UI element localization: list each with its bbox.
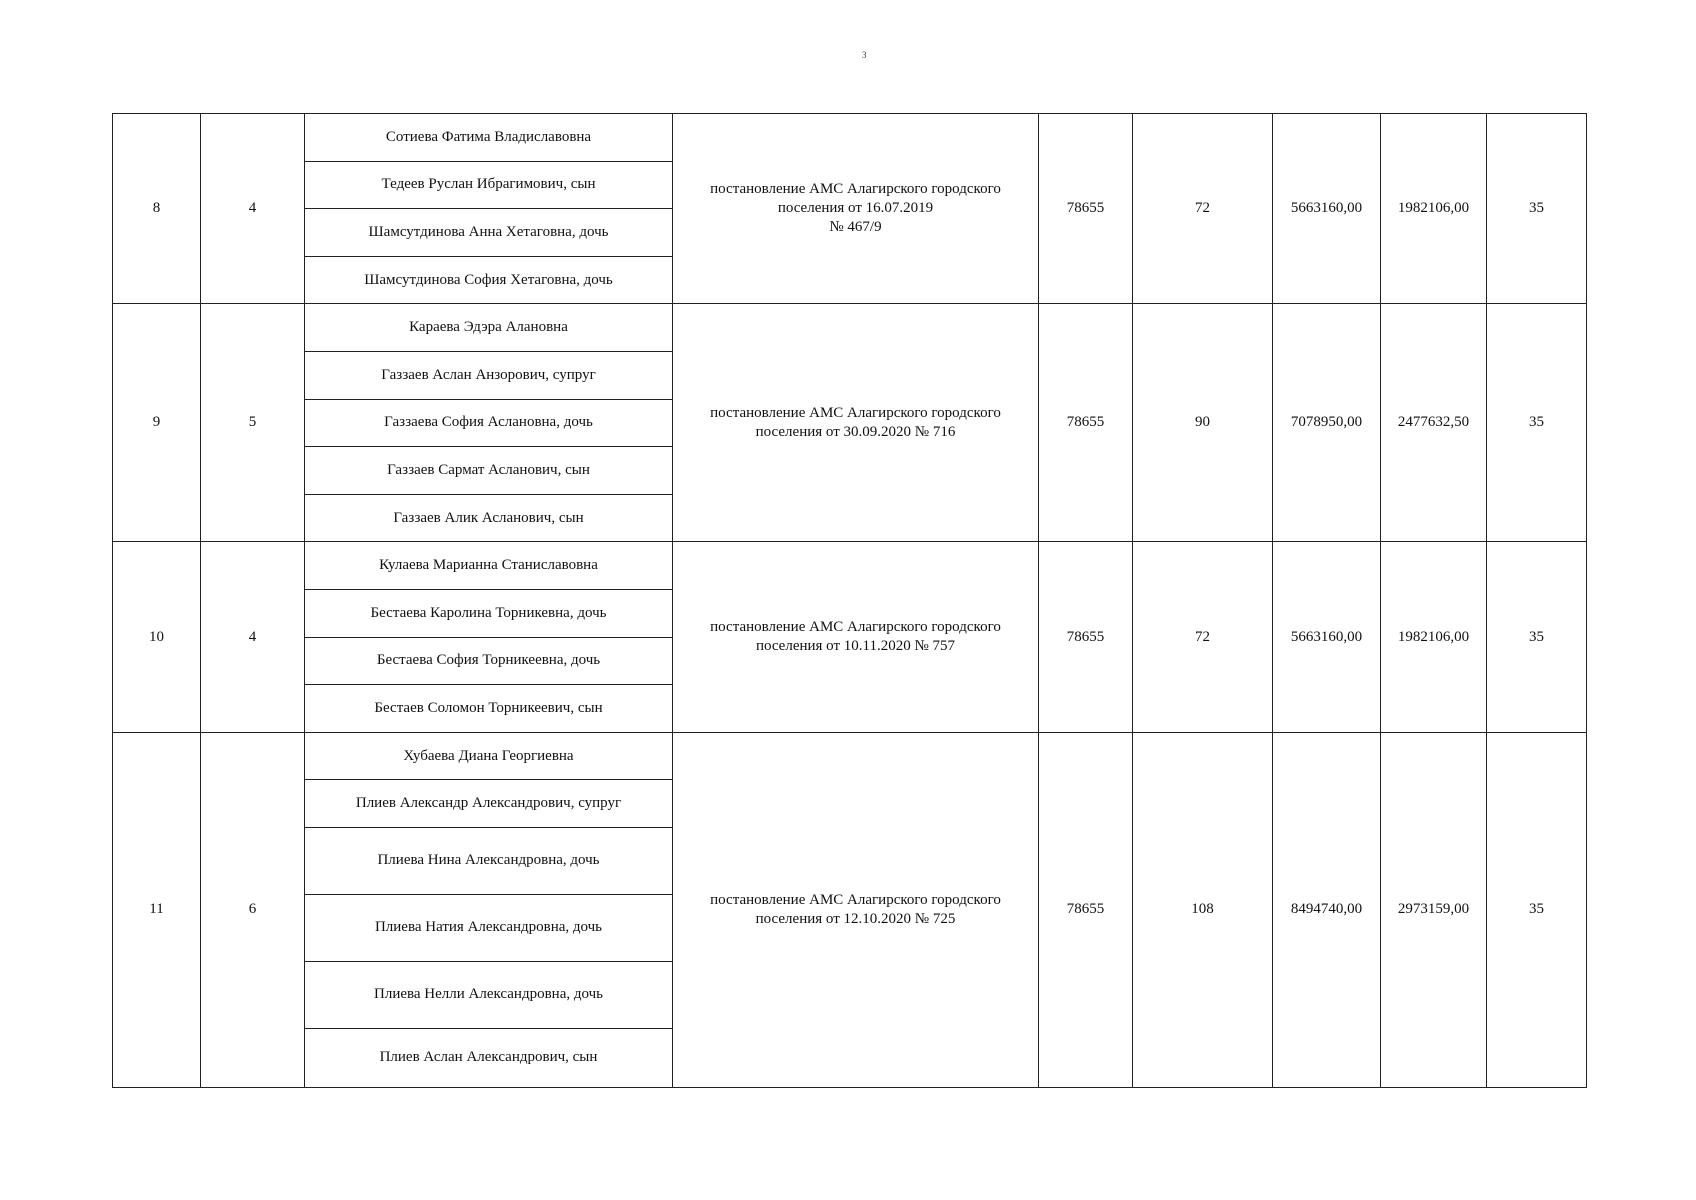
table-row bbox=[113, 114, 1587, 162]
subsidy-amount: 2973159,00 bbox=[1381, 732, 1487, 1087]
row-number: 9 bbox=[113, 304, 201, 542]
family-member: Сотиева Фатима Владиславовна bbox=[305, 114, 673, 162]
family-size: 4 bbox=[201, 542, 305, 732]
row-number: 8 bbox=[113, 114, 201, 304]
row-number: 10 bbox=[113, 542, 201, 732]
norm-price: 78655 bbox=[1039, 304, 1133, 542]
family-member: Газзаев Аслан Анзорович, супруг bbox=[305, 351, 673, 399]
table-row bbox=[113, 542, 1587, 590]
family-registry-table bbox=[112, 113, 1587, 1088]
family-member: Бестаев Соломон Торникеевич, сын bbox=[305, 685, 673, 733]
decree-reference: постановление АМС Алагирского городского поселения от 30.09.2020 № 716 bbox=[673, 304, 1039, 542]
family-member: Газзаев Сармат Асланович, сын bbox=[305, 447, 673, 495]
subsidy-percent: 35 bbox=[1487, 114, 1587, 304]
family-member: Хубаева Диана Георгиевна bbox=[305, 732, 673, 780]
page-number: 3 bbox=[862, 50, 867, 60]
family-member: Караева Эдэра Алановна bbox=[305, 304, 673, 352]
subsidy-percent: 35 bbox=[1487, 732, 1587, 1087]
subsidy-amount: 1982106,00 bbox=[1381, 542, 1487, 732]
area: 72 bbox=[1133, 542, 1273, 732]
family-size: 5 bbox=[201, 304, 305, 542]
subsidy-amount: 2477632,50 bbox=[1381, 304, 1487, 542]
norm-price: 78655 bbox=[1039, 732, 1133, 1087]
family-member: Плиева Нелли Александровна, дочь bbox=[305, 961, 673, 1028]
family-member: Плиева Натия Александровна, дочь bbox=[305, 894, 673, 961]
family-member: Бестаева София Торникеевна, дочь bbox=[305, 637, 673, 685]
decree-reference: постановление АМС Алагирского городского поселения от 10.11.2020 № 757 bbox=[673, 542, 1039, 732]
subsidy-percent: 35 bbox=[1487, 542, 1587, 732]
area: 72 bbox=[1133, 114, 1273, 304]
decree-reference: постановление АМС Алагирского городского поселения от 12.10.2020 № 725 bbox=[673, 732, 1039, 1087]
family-member: Газзаев Алик Асланович, сын bbox=[305, 494, 673, 542]
family-member: Газзаева София Аслановна, дочь bbox=[305, 399, 673, 447]
family-member: Плиева Нина Александровна, дочь bbox=[305, 827, 673, 894]
family-member: Плиев Александр Александрович, супруг bbox=[305, 780, 673, 828]
decree-reference: постановление АМС Алагирского городского поселения от 16.07.2019 № 467/9 bbox=[673, 114, 1039, 304]
family-member: Шамсутдинова София Хетаговна, дочь bbox=[305, 256, 673, 304]
total-cost: 7078950,00 bbox=[1273, 304, 1381, 542]
total-cost: 5663160,00 bbox=[1273, 542, 1381, 732]
total-cost: 5663160,00 bbox=[1273, 114, 1381, 304]
norm-price: 78655 bbox=[1039, 114, 1133, 304]
area: 108 bbox=[1133, 732, 1273, 1087]
total-cost: 8494740,00 bbox=[1273, 732, 1381, 1087]
area: 90 bbox=[1133, 304, 1273, 542]
family-size: 6 bbox=[201, 732, 305, 1087]
family-member: Кулаева Марианна Станиславовна bbox=[305, 542, 673, 590]
family-member: Тедеев Руслан Ибрагимович, сын bbox=[305, 161, 673, 209]
subsidy-amount: 1982106,00 bbox=[1381, 114, 1487, 304]
table-row bbox=[113, 304, 1587, 352]
family-member: Плиев Аслан Александрович, сын bbox=[305, 1028, 673, 1087]
family-member: Бестаева Каролина Торникевна, дочь bbox=[305, 589, 673, 637]
subsidy-percent: 35 bbox=[1487, 304, 1587, 542]
row-number: 11 bbox=[113, 732, 201, 1087]
table-row bbox=[113, 732, 1587, 780]
family-member: Шамсутдинова Анна Хетаговна, дочь bbox=[305, 209, 673, 257]
family-size: 4 bbox=[201, 114, 305, 304]
norm-price: 78655 bbox=[1039, 542, 1133, 732]
